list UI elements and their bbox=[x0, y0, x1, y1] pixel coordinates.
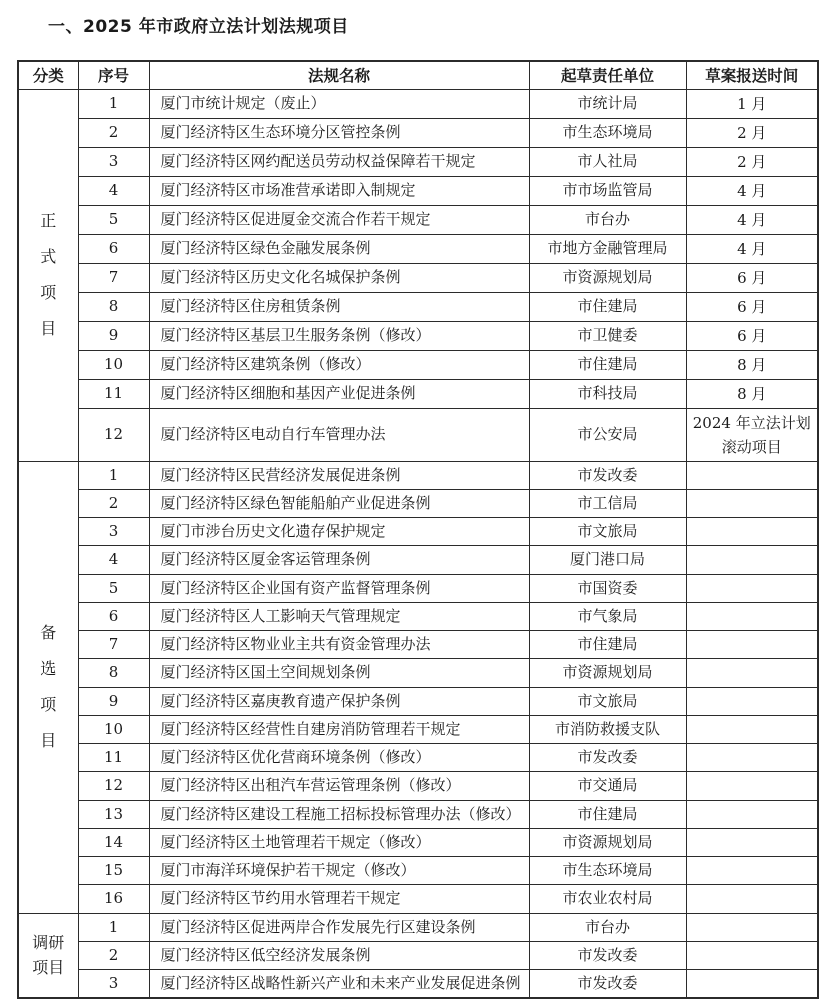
law-name-cell: 厦门经济特区基层卫生服务条例（修改） bbox=[149, 321, 529, 350]
category-label-line: 选 bbox=[40, 659, 57, 678]
seq-cell: 6 bbox=[78, 234, 149, 263]
time-cell: 6 月 bbox=[686, 292, 818, 321]
law-name-cell: 厦门经济特区土地管理若干规定（修改） bbox=[149, 828, 529, 856]
seq-cell: 3 bbox=[78, 970, 149, 999]
seq-cell: 8 bbox=[78, 292, 149, 321]
unit-cell: 市气象局 bbox=[529, 602, 686, 630]
category-cell bbox=[18, 913, 78, 998]
time-cell bbox=[686, 828, 818, 856]
table-row bbox=[18, 744, 818, 772]
seq-cell: 1 bbox=[78, 913, 149, 941]
unit-cell: 厦门港口局 bbox=[529, 546, 686, 574]
law-name-cell: 厦门经济特区生态环境分区管控条例 bbox=[149, 118, 529, 147]
col-header-time: 草案报送时间 bbox=[686, 61, 818, 89]
seq-cell: 14 bbox=[78, 828, 149, 856]
table-row bbox=[18, 489, 818, 517]
category-label-line: 调研 bbox=[32, 932, 65, 952]
time-cell: 1 月 bbox=[686, 89, 818, 118]
unit-cell: 市地方金融管理局 bbox=[529, 234, 686, 263]
category-label-line: 项目 bbox=[32, 958, 65, 978]
table-row bbox=[18, 913, 818, 941]
unit-cell: 市发改委 bbox=[529, 970, 686, 999]
law-name-cell: 厦门经济特区市场准营承诺即入制规定 bbox=[149, 176, 529, 205]
document-title: 一、2025 年市政府立法计划法规项目 bbox=[48, 17, 349, 37]
table-row bbox=[18, 631, 818, 659]
time-cell bbox=[686, 744, 818, 772]
law-name-cell: 厦门经济特区绿色金融发展条例 bbox=[149, 234, 529, 263]
table-row bbox=[18, 292, 818, 321]
table-row bbox=[18, 234, 818, 263]
table-row bbox=[18, 205, 818, 234]
law-name-cell: 厦门经济特区人工影响天气管理规定 bbox=[149, 602, 529, 630]
unit-cell: 市住建局 bbox=[529, 631, 686, 659]
table-row bbox=[18, 574, 818, 602]
category-label-line: 式 bbox=[40, 247, 57, 266]
table-row bbox=[18, 857, 818, 885]
table-row bbox=[18, 350, 818, 379]
seq-cell: 1 bbox=[78, 461, 149, 489]
law-name-cell: 厦门经济特区嘉庚教育遗产保护条例 bbox=[149, 687, 529, 715]
unit-cell: 市文旅局 bbox=[529, 687, 686, 715]
table-row bbox=[18, 408, 818, 461]
law-name-cell: 厦门经济特区网约配送员劳动权益保障若干规定 bbox=[149, 147, 529, 176]
seq-cell: 10 bbox=[78, 350, 149, 379]
law-name-cell: 厦门经济特区经营性自建房消防管理若干规定 bbox=[149, 715, 529, 743]
time-cell bbox=[686, 659, 818, 687]
seq-cell: 5 bbox=[78, 205, 149, 234]
seq-cell: 7 bbox=[78, 631, 149, 659]
law-name-cell: 厦门经济特区促进两岸合作发展先行区建设条例 bbox=[149, 913, 529, 941]
time-cell bbox=[686, 489, 818, 517]
seq-cell: 12 bbox=[78, 772, 149, 800]
table-row bbox=[18, 518, 818, 546]
unit-cell: 市人社局 bbox=[529, 147, 686, 176]
seq-cell: 2 bbox=[78, 941, 149, 969]
table-row bbox=[18, 461, 818, 489]
unit-cell: 市住建局 bbox=[529, 350, 686, 379]
table-row bbox=[18, 687, 818, 715]
unit-cell: 市交通局 bbox=[529, 772, 686, 800]
law-name-cell: 厦门经济特区低空经济发展条例 bbox=[149, 941, 529, 969]
category-label-line: 目 bbox=[40, 319, 57, 338]
category-label-line: 正 bbox=[40, 211, 57, 230]
law-name-cell: 厦门经济特区节约用水管理若干规定 bbox=[149, 885, 529, 913]
unit-cell: 市生态环境局 bbox=[529, 118, 686, 147]
table-row bbox=[18, 602, 818, 630]
col-header-law-name: 法规名称 bbox=[149, 61, 529, 89]
table-row bbox=[18, 546, 818, 574]
seq-cell: 12 bbox=[78, 408, 149, 461]
law-name-cell: 厦门经济特区历史文化名城保护条例 bbox=[149, 263, 529, 292]
law-name-cell: 厦门经济特区国土空间规划条例 bbox=[149, 659, 529, 687]
table-row bbox=[18, 800, 818, 828]
category-label-line: 项 bbox=[40, 695, 57, 714]
time-cell bbox=[686, 941, 818, 969]
seq-cell: 3 bbox=[78, 147, 149, 176]
law-name-cell: 厦门市统计规定（废止） bbox=[149, 89, 529, 118]
table-row bbox=[18, 147, 818, 176]
table-row bbox=[18, 263, 818, 292]
unit-cell: 市资源规划局 bbox=[529, 659, 686, 687]
col-header-category: 分类 bbox=[18, 61, 78, 89]
time-cell: 4 月 bbox=[686, 205, 818, 234]
time-cell: 4 月 bbox=[686, 176, 818, 205]
time-cell bbox=[686, 800, 818, 828]
unit-cell: 市资源规划局 bbox=[529, 828, 686, 856]
time-cell bbox=[686, 546, 818, 574]
document-page bbox=[0, 12, 833, 999]
category-cell bbox=[18, 89, 78, 461]
unit-cell: 市发改委 bbox=[529, 744, 686, 772]
seq-cell: 9 bbox=[78, 687, 149, 715]
unit-cell: 市科技局 bbox=[529, 379, 686, 408]
unit-cell: 市住建局 bbox=[529, 800, 686, 828]
category-label-line: 备 bbox=[40, 623, 57, 642]
seq-cell: 7 bbox=[78, 263, 149, 292]
seq-cell: 5 bbox=[78, 574, 149, 602]
seq-cell: 3 bbox=[78, 518, 149, 546]
unit-cell: 市公安局 bbox=[529, 408, 686, 461]
law-name-cell: 厦门经济特区细胞和基因产业促进条例 bbox=[149, 379, 529, 408]
time-cell bbox=[686, 772, 818, 800]
time-cell: 2 月 bbox=[686, 118, 818, 147]
time-cell: 2 月 bbox=[686, 147, 818, 176]
time-cell bbox=[686, 461, 818, 489]
law-name-cell: 厦门经济特区建设工程施工招标投标管理办法（修改） bbox=[149, 800, 529, 828]
time-cell bbox=[686, 913, 818, 941]
table-row bbox=[18, 379, 818, 408]
unit-cell: 市卫健委 bbox=[529, 321, 686, 350]
table-row bbox=[18, 885, 818, 913]
law-name-cell: 厦门经济特区电动自行车管理办法 bbox=[149, 408, 529, 461]
table-row bbox=[18, 89, 818, 118]
law-name-cell: 厦门市海洋环境保护若干规定（修改） bbox=[149, 857, 529, 885]
unit-cell: 市台办 bbox=[529, 913, 686, 941]
unit-cell: 市发改委 bbox=[529, 941, 686, 969]
time-cell: 6 月 bbox=[686, 321, 818, 350]
seq-cell: 2 bbox=[78, 489, 149, 517]
law-name-cell: 厦门经济特区促进厦金交流合作若干规定 bbox=[149, 205, 529, 234]
law-name-cell: 厦门经济特区厦金客运管理条例 bbox=[149, 546, 529, 574]
table-row bbox=[18, 970, 818, 999]
time-cell: 2024 年立法计划滚动项目 bbox=[686, 408, 818, 461]
unit-cell: 市台办 bbox=[529, 205, 686, 234]
table-row bbox=[18, 772, 818, 800]
time-cell bbox=[686, 970, 818, 999]
law-name-cell: 厦门经济特区优化营商环境条例（修改） bbox=[149, 744, 529, 772]
seq-cell: 4 bbox=[78, 176, 149, 205]
unit-cell: 市农业农村局 bbox=[529, 885, 686, 913]
legislation-plan-table bbox=[17, 60, 819, 999]
seq-cell: 15 bbox=[78, 857, 149, 885]
seq-cell: 9 bbox=[78, 321, 149, 350]
category-cell bbox=[18, 461, 78, 913]
table-header-row bbox=[18, 61, 818, 89]
time-cell bbox=[686, 574, 818, 602]
law-name-cell: 厦门经济特区出租汽车营运管理条例（修改） bbox=[149, 772, 529, 800]
unit-cell: 市市场监管局 bbox=[529, 176, 686, 205]
time-cell: 8 月 bbox=[686, 379, 818, 408]
unit-cell: 市生态环境局 bbox=[529, 857, 686, 885]
time-cell bbox=[686, 602, 818, 630]
seq-cell: 8 bbox=[78, 659, 149, 687]
table-row bbox=[18, 321, 818, 350]
law-name-cell: 厦门经济特区民营经济发展促进条例 bbox=[149, 461, 529, 489]
time-cell bbox=[686, 885, 818, 913]
unit-cell: 市消防救援支队 bbox=[529, 715, 686, 743]
law-name-cell: 厦门经济特区企业国有资产监督管理条例 bbox=[149, 574, 529, 602]
col-header-seq: 序号 bbox=[78, 61, 149, 89]
table-row bbox=[18, 659, 818, 687]
seq-cell: 10 bbox=[78, 715, 149, 743]
seq-cell: 13 bbox=[78, 800, 149, 828]
table-row bbox=[18, 176, 818, 205]
law-name-cell: 厦门经济特区战略性新兴产业和未来产业发展促进条例 bbox=[149, 970, 529, 999]
unit-cell: 市住建局 bbox=[529, 292, 686, 321]
table-row bbox=[18, 118, 818, 147]
seq-cell: 4 bbox=[78, 546, 149, 574]
time-cell bbox=[686, 715, 818, 743]
time-cell bbox=[686, 518, 818, 546]
table-row bbox=[18, 941, 818, 969]
time-cell: 6 月 bbox=[686, 263, 818, 292]
seq-cell: 16 bbox=[78, 885, 149, 913]
table-row bbox=[18, 828, 818, 856]
law-name-cell: 厦门经济特区住房租赁条例 bbox=[149, 292, 529, 321]
unit-cell: 市文旅局 bbox=[529, 518, 686, 546]
time-cell: 4 月 bbox=[686, 234, 818, 263]
unit-cell: 市统计局 bbox=[529, 89, 686, 118]
unit-cell: 市发改委 bbox=[529, 461, 686, 489]
table-row bbox=[18, 715, 818, 743]
category-label-line: 项 bbox=[40, 283, 57, 302]
law-name-cell: 厦门市涉台历史文化遗存保护规定 bbox=[149, 518, 529, 546]
seq-cell: 11 bbox=[78, 379, 149, 408]
time-cell bbox=[686, 857, 818, 885]
seq-cell: 2 bbox=[78, 118, 149, 147]
time-cell bbox=[686, 687, 818, 715]
unit-cell: 市工信局 bbox=[529, 489, 686, 517]
seq-cell: 1 bbox=[78, 89, 149, 118]
seq-cell: 11 bbox=[78, 744, 149, 772]
col-header-unit: 起草责任单位 bbox=[529, 61, 686, 89]
time-cell bbox=[686, 631, 818, 659]
time-cell: 8 月 bbox=[686, 350, 818, 379]
unit-cell: 市国资委 bbox=[529, 574, 686, 602]
law-name-cell: 厦门经济特区绿色智能船舶产业促进条例 bbox=[149, 489, 529, 517]
law-name-cell: 厦门经济特区物业业主共有资金管理办法 bbox=[149, 631, 529, 659]
category-label-line: 目 bbox=[40, 731, 57, 750]
unit-cell: 市资源规划局 bbox=[529, 263, 686, 292]
seq-cell: 6 bbox=[78, 602, 149, 630]
law-name-cell: 厦门经济特区建筑条例（修改） bbox=[149, 350, 529, 379]
